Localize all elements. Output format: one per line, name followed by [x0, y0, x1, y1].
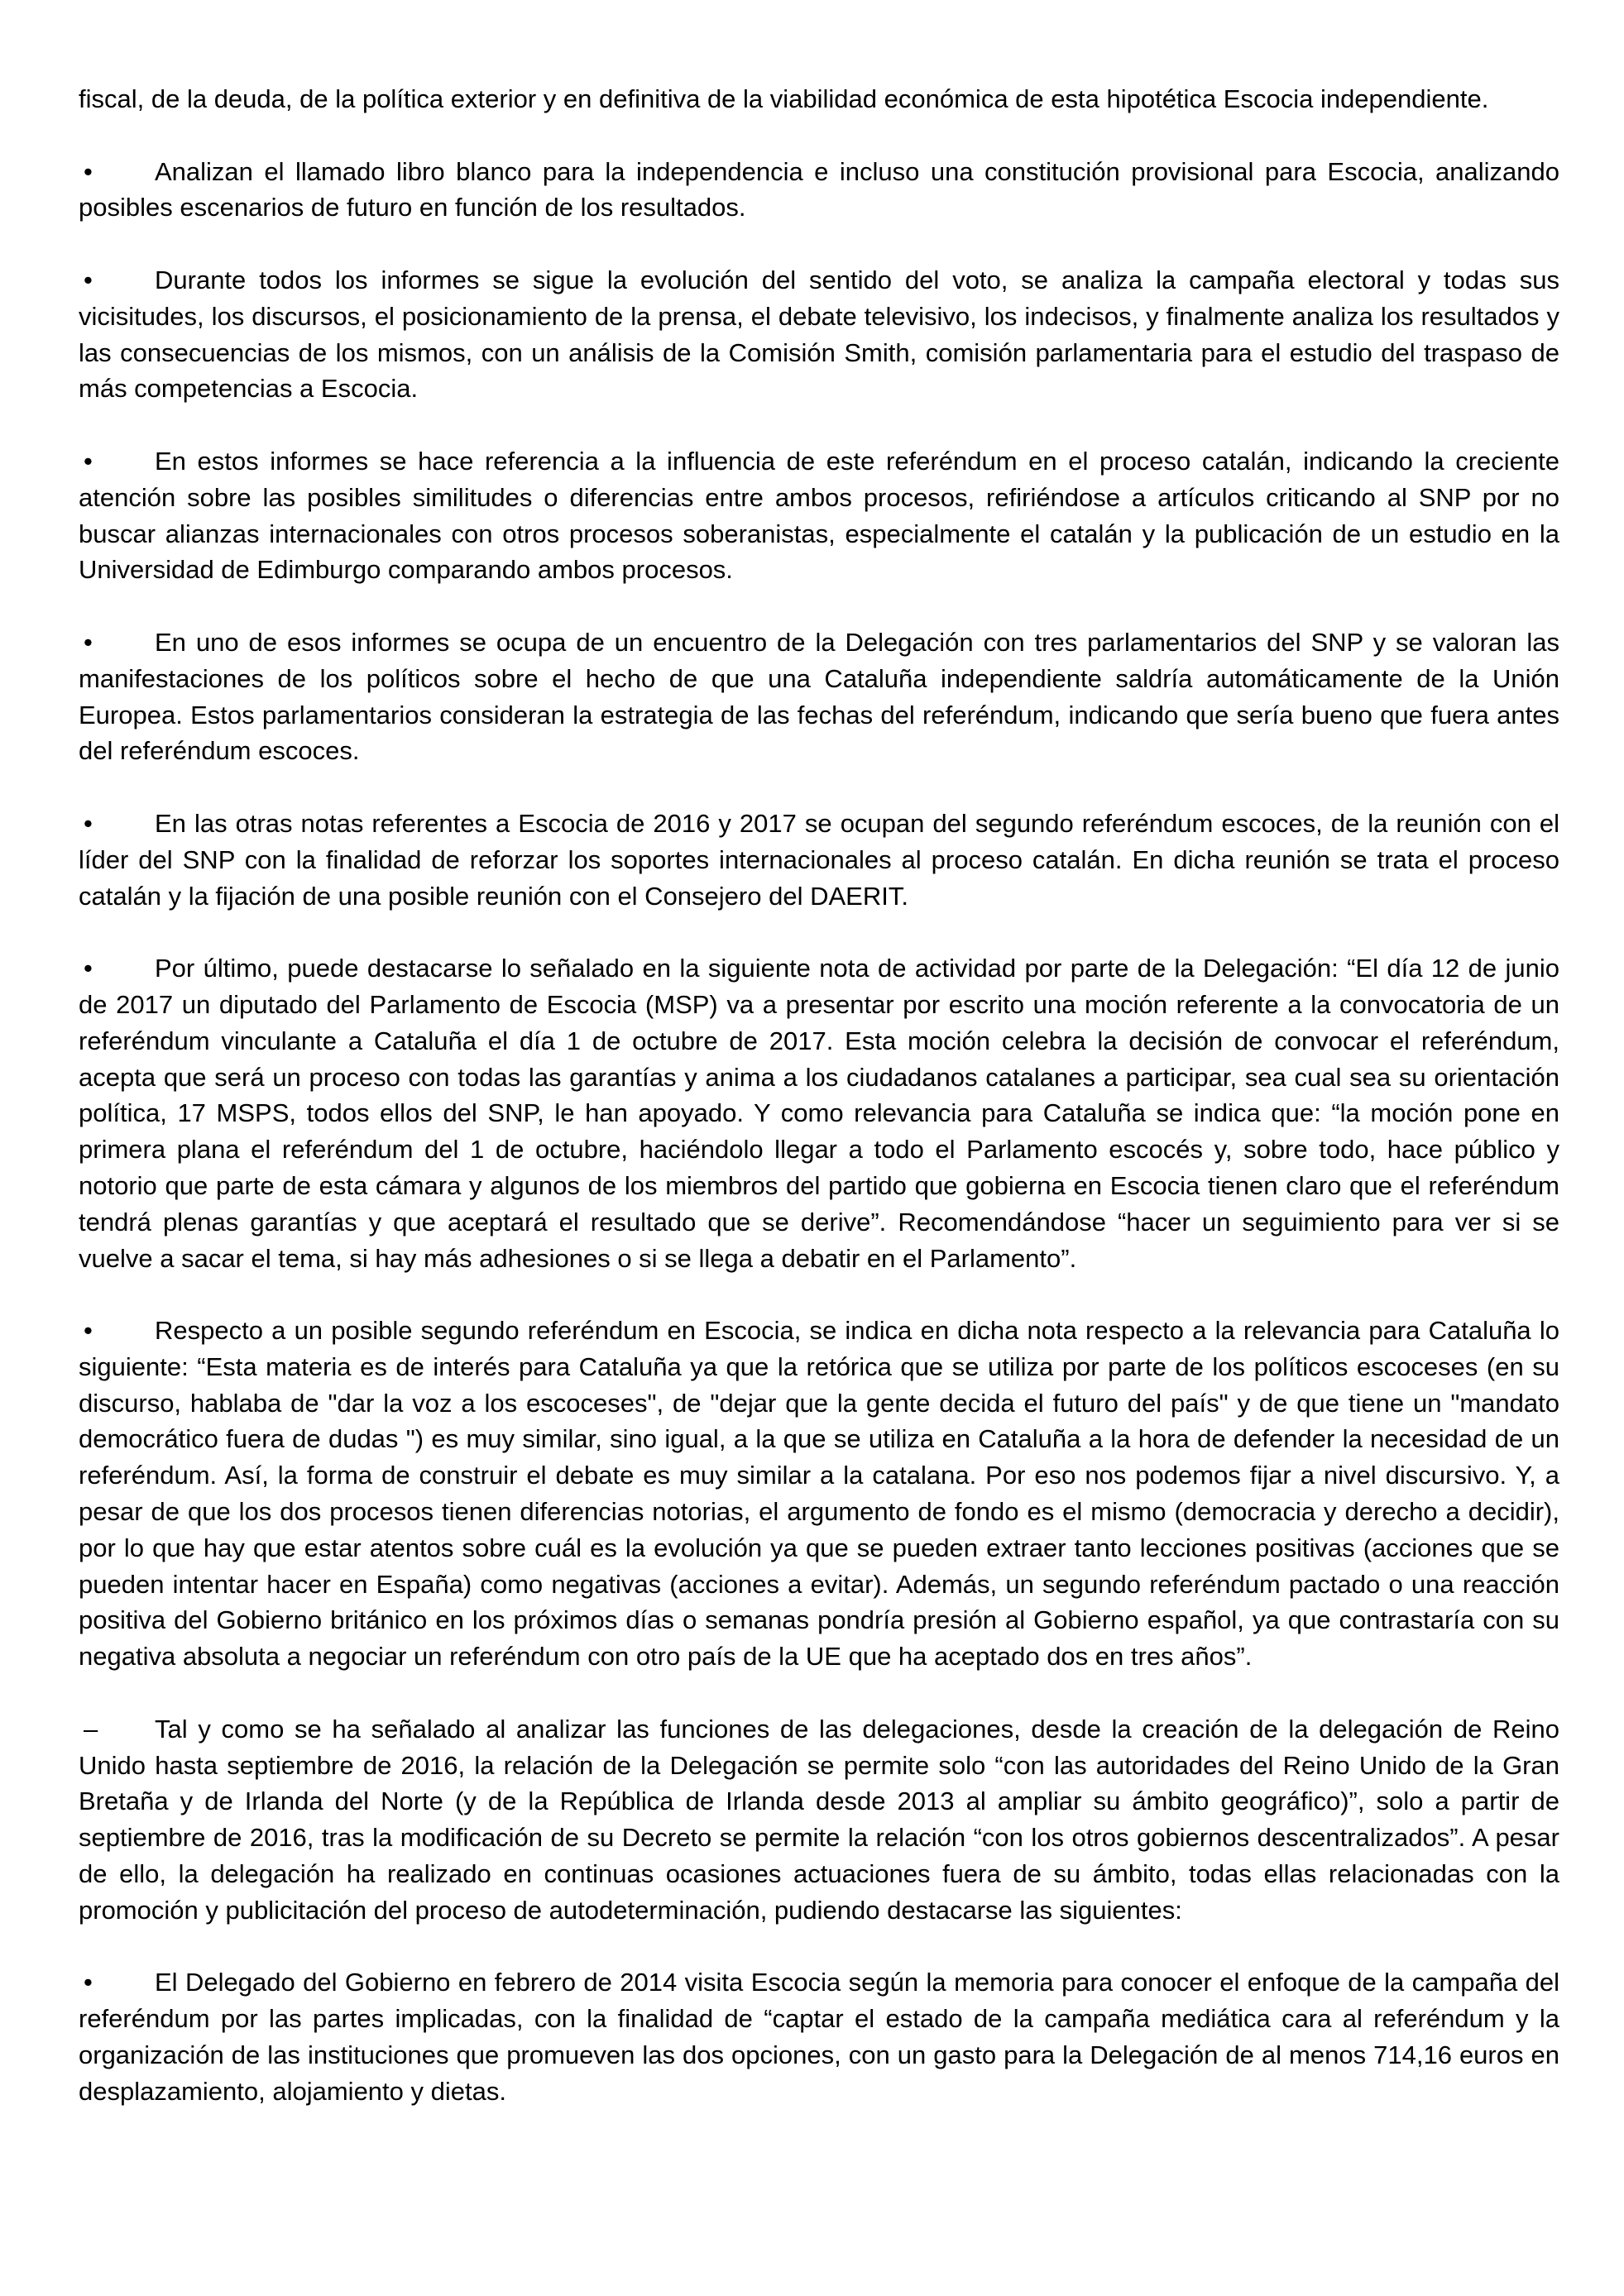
bullet-icon: • — [84, 446, 93, 476]
bullet-icon: • — [84, 808, 93, 838]
paragraph-text: Analizan el llamado libro blanco para la independencia e incluso una constitución provisional para Escocia, analizando posibles escenarios de futuro en función de los resultados. — [79, 156, 1559, 222]
dash-icon: – — [84, 1714, 98, 1744]
paragraph-text: En estos informes se hace referencia a la influencia de este referéndum en el proceso catalán, indicando la creciente atención sobre las posibles similitudes o diferencias entre ambos procesos, refiriéndose a artículos criticando al SNP por no buscar alianzas internacionales con otros procesos soberanistas, especialmente el catalán y la publicación de un estudio en la Universidad de Edimburgo comparando ambos procesos. — [79, 446, 1559, 585]
bullet-paragraph — [79, 1964, 1559, 2109]
paragraph-text: En uno de esos informes se ocupa de un encuentro de la Delegación con tres parlamentarios del SNP y se valoran las manifestaciones de los políticos sobre el hecho de que una Cataluña independiente saldría automáticamente de la Unión Europea. Estos parlamentarios consideran la estrategia de las fechas del referéndum, indicando que sería bueno que fuera antes del referéndum escoces. — [79, 627, 1559, 766]
paragraph-text: El Delegado del Gobierno en febrero de 2014 visita Escocia según la memoria para conocer el enfoque de la campaña del referéndum por las partes implicadas, con la finalidad de “captar el estado de la campaña mediática cara al referéndum y la organización de las instituciones que promueven las dos opciones, con un gasto para la Delegación de al menos 714,16 euros en desplazamiento, alojamiento y dietas. — [79, 1968, 1559, 2106]
bullet-paragraph — [79, 950, 1559, 1276]
bullet-icon: • — [84, 1316, 93, 1346]
bullet-paragraph — [79, 806, 1559, 914]
paragraph-text: Durante todos los informes se sigue la evolución del sentido del voto, se analiza la campaña electoral y todas sus vicisitudes, los discursos, el posicionamiento de la prensa, el debate televisivo, los indecisos, y finalmente analiza los resultados y las consecuencias de los mismos, con un análisis de la Comisión Smith, comisión parlamentaria para el estudio del traspaso de más competencias a Escocia. — [79, 265, 1559, 404]
paragraph-text: Por último, puede destacarse lo señalado en la siguiente nota de actividad por parte de la Delegación: “El día 12 de junio de 2017 un diputado del Parlamento de Escocia (MSP) va a presentar por escrito una moción referente a la convocatoria de un referéndum vinculante a Cataluña el día 1 de octubre de 2017. Esta moción celebra la decisión de convocar el referéndum, acepta que será un proceso con todas las garantías y anima a los ciudadanos catalanes a participar, sea cual sea su orientación política, 17 MSPS, todos ellos del SNP, le han apoyado. Y como relevancia para Cataluña se indica que: “la moción pone en primera plana el referéndum del 1 de octubre, haciéndolo llegar a todo el Parlamento escocés y, sobre todo, hace público y notorio que parte de esta cámara y algunos de los miembros del partido que gobierna en Escocia tienen claro que el referéndum tendrá plenas garantías y que aceptará el resultado que se derive”. Recomendándose “hacer un seguimiento para ver si se vuelve a sacar el tema, si hay más adhesiones o si se llega a debatir en el Parlamento”. — [79, 954, 1559, 1273]
paragraph-text: En las otras notas referentes a Escocia de 2016 y 2017 se ocupan del segundo referéndum escoces, de la reunión con el líder del SNP con la finalidad de reforzar los soportes internacionales al proceso catalán. En dicha reunión se trata el proceso catalán y la fijación de una posible reunión con el Consejero del DAERIT. — [79, 808, 1559, 911]
bullet-paragraph — [79, 262, 1559, 407]
bullet-icon: • — [84, 1968, 93, 1997]
bullet-icon: • — [84, 627, 93, 657]
bullet-paragraph — [79, 1313, 1559, 1675]
bullet-icon: • — [84, 156, 93, 186]
document-page — [79, 81, 1559, 2145]
paragraph-text: fiscal, de la deuda, de la política exterior y en definitiva de la viabilidad económica de esta hipotética Escocia independiente. — [79, 84, 1489, 113]
bullet-paragraph — [79, 443, 1559, 588]
bullet-paragraph — [79, 154, 1559, 227]
bullet-icon: • — [84, 265, 93, 294]
paragraph-text: Tal y como se ha señalado al analizar las funciones de las delegaciones, desde la creación de la delegación de Reino Unido hasta septiembre de 2016, la relación de la Delegación se permite solo “con las autoridades del Reino Unido de la Gran Bretaña y de Irlanda del Norte (y de la República de Irlanda desde 2013 al ampliar su ámbito geográfico)”, solo a partir de septiembre de 2016, tras la modificación de su Decreto se permite la relación “con los otros gobiernos descentralizados”. A pesar de ello, la delegación ha realizado en continuas ocasiones actuaciones fuera de su ámbito, todas ellas relacionadas con la promoción y publicitación del proceso de autodeterminación, pudiendo destacarse las siguientes: — [79, 1714, 1559, 1925]
paragraph-continuation — [79, 81, 1559, 117]
dash-paragraph — [79, 1711, 1559, 1929]
paragraph-text: Respecto a un posible segundo referéndum en Escocia, se indica en dicha nota respecto a la relevancia para Cataluña lo siguiente: “Esta materia es de interés para Cataluña ya que la retórica que se utiliza por parte de los políticos escoceses (en su discurso, hablaba de "dar la voz a los escoceses", de "dejar que la gente decida el futuro del país" y de que tiene un "mandato democrático fuera de dudas ") es muy similar, sino igual, a la que se utiliza en Cataluña a la hora de defender la necesidad de un referéndum. Así, la forma de construir el debate es muy similar a la catalana. Por eso nos podemos fijar a nivel discursivo. Y, a pesar de que los dos procesos tienen diferencias notorias, el argumento de fondo es el mismo (democracia y derecho a decidir), por lo que hay que estar atentos sobre cuál es la evolución ya que se pueden extraer tanto lecciones positivas (acciones que se pueden intentar hacer en España) como negativas (acciones a evitar). Además, un segundo referéndum pactado o una reacción positiva del Gobierno británico en los próximos días o semanas pondría presión al Gobierno español, ya que contrastaría con su negativa absoluta a negociar un referéndum con otro país de la UE que ha aceptado dos en tres años”. — [79, 1316, 1559, 1672]
bullet-icon: • — [84, 954, 93, 983]
bullet-paragraph — [79, 624, 1559, 769]
